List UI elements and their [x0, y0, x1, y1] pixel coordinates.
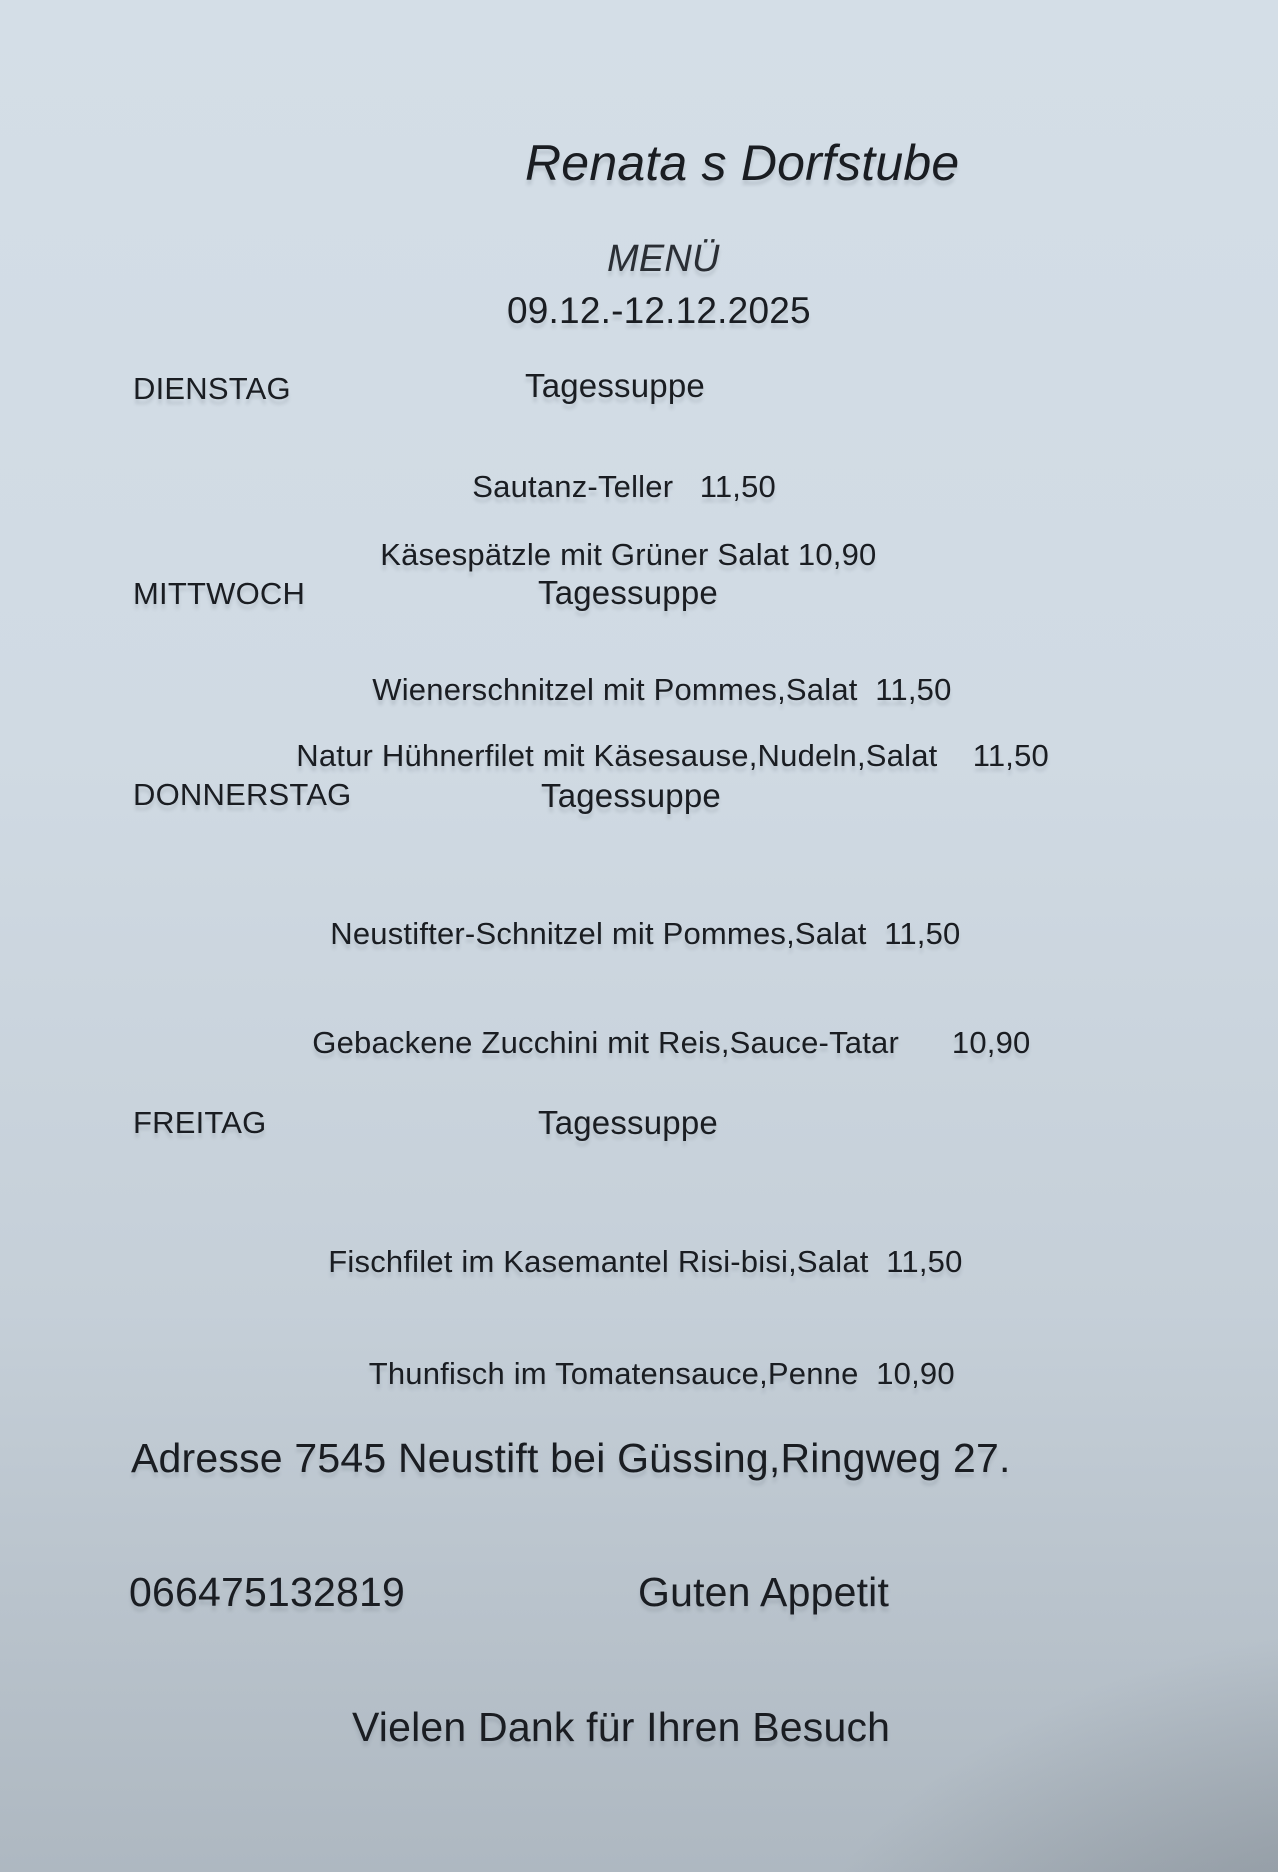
item-price: 11,50 — [886, 1244, 963, 1279]
greeting: Guten Appetit — [638, 1569, 890, 1615]
soup-label: Tagessuppe — [538, 1104, 718, 1141]
item-name: Natur Hühnerfilet mit Käsesause,Nudeln,Salat — [296, 738, 938, 773]
soup-label: Tagessuppe — [525, 367, 705, 404]
item-price: 10,90 — [876, 1356, 955, 1391]
item-price: 11,50 — [972, 738, 1049, 773]
item-price: 10,90 — [951, 1025, 1031, 1060]
restaurant-name: Renata s Dorfstube — [525, 135, 960, 191]
day-label: DIENSTAG — [133, 371, 291, 406]
address: Adresse 7545 Neustift bei Güssing,Ringweg 27. — [131, 1435, 1011, 1481]
item-price: 11,50 — [875, 672, 952, 707]
day-label: FREITAG — [133, 1105, 267, 1140]
thank-you-note: Vielen Dank für Ihren Besuch — [352, 1704, 891, 1750]
item-name: Wienerschnitzel mit Pommes,Salat — [372, 672, 858, 707]
menu-item — [295, 887, 960, 980]
item-name: Käsespätzle mit Grüner Salat — [380, 537, 790, 572]
item-price: 11,50 — [884, 916, 961, 951]
date-range: 09.12.-12.12.2025 — [507, 290, 811, 331]
day-label: MITTWOCH — [133, 576, 306, 611]
soup-label: Tagessuppe — [538, 574, 718, 611]
day-label: DONNERSTAG — [133, 777, 352, 812]
menu-label: MENÜ — [607, 238, 720, 280]
item-name: Sautanz-Teller — [472, 469, 674, 504]
item-name: Thunfisch im Tomatensauce,Penne — [368, 1356, 859, 1391]
item-price: 11,50 — [699, 469, 776, 504]
item-name: Gebackene Zucchini mit Reis,Sauce-Tatar — [312, 1025, 899, 1060]
soup-label: Tagessuppe — [541, 777, 721, 814]
menu-item — [334, 1327, 955, 1420]
menu-item — [293, 1215, 963, 1308]
item-price: 10,90 — [797, 537, 877, 572]
item-name: Fischfilet im Kasemantel Risi-bisi,Salat — [328, 1244, 869, 1279]
item-name: Neustifter-Schnitzel mit Pommes,Salat — [330, 916, 867, 951]
menu-item — [277, 996, 1030, 1089]
phone-number: 066475132819 — [129, 1569, 406, 1615]
